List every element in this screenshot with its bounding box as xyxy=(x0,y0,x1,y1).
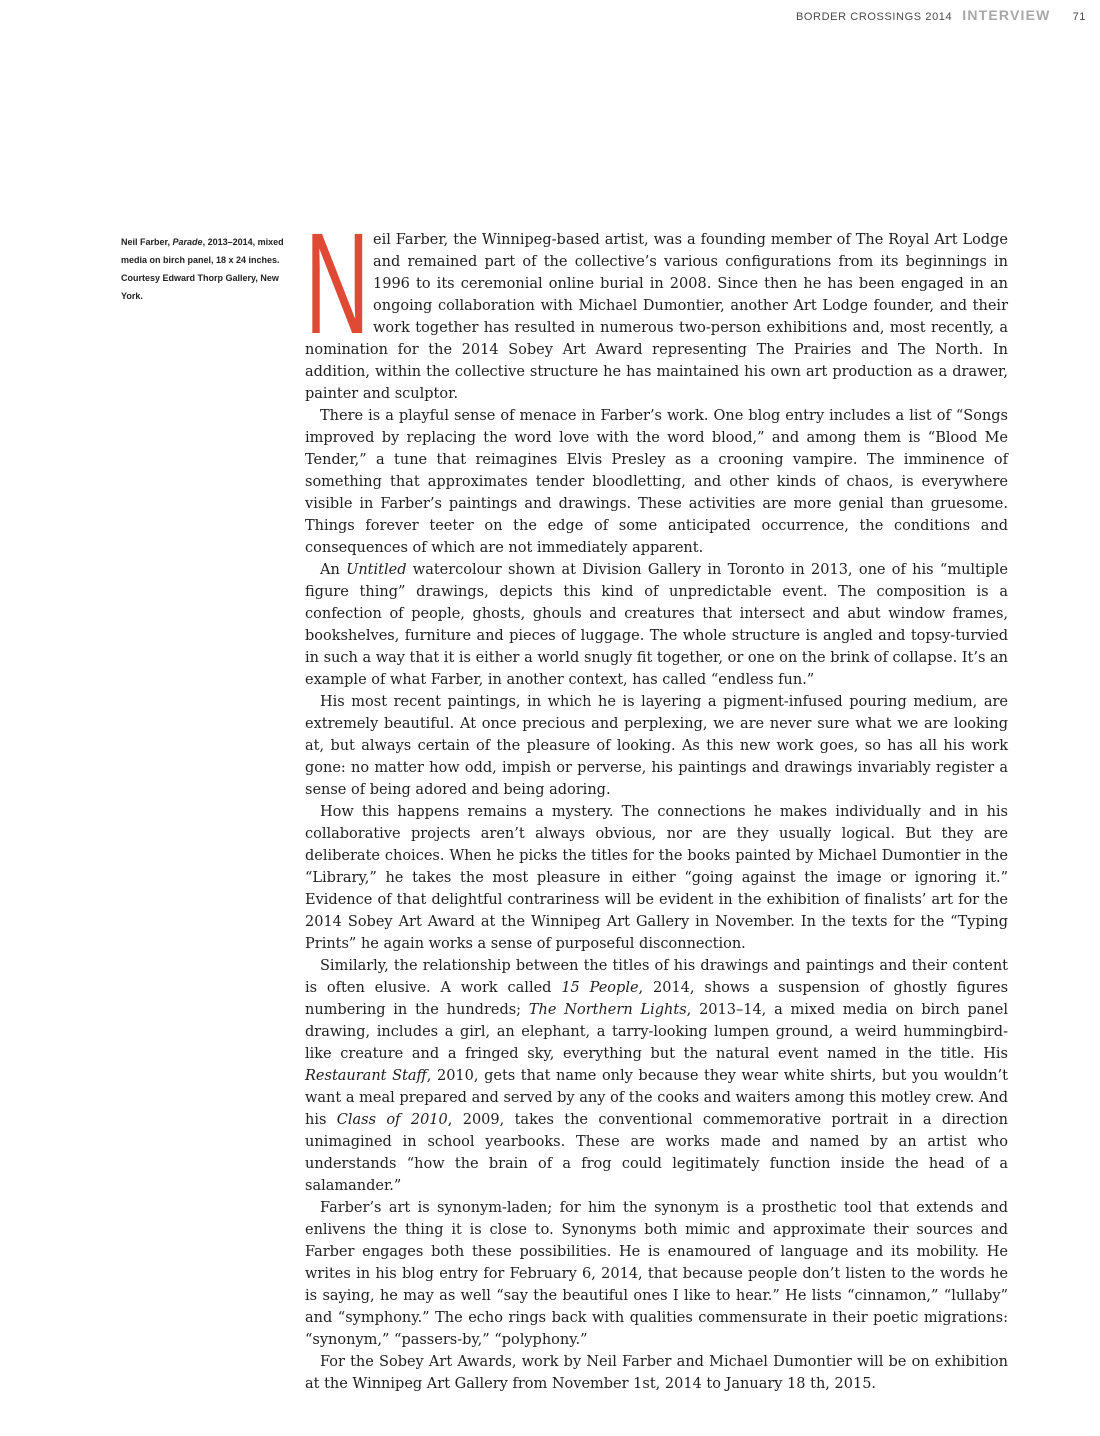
paragraph-4: His most recent paintings, in which he is layering a pigment-infused pouring medium, are extremely beautiful. At once precious and perplexing, we are never sure what we are looking at, but always certain of the pleasure of looking. As this new work goes, so has all his work gone: no matter how odd, impish or perverse, his paintings and drawings invariably register a sense of being adored and being adoring. xyxy=(305,694,1008,798)
drop-cap: N xyxy=(305,203,370,364)
paragraph-6-text-a: Similarly, the relationship between the titles of his drawings and paintings and their content is often elusive. A work called xyxy=(305,958,1008,996)
publication-name: BORDER CROSSINGS 2014 xyxy=(795,11,953,23)
paragraph-3-text-c: watercolour shown at Division Gallery in Toronto in 2013, one of his “multiple figure thing” drawings, depicts this kind of unpredictable event. The composition is a confection of people, ghosts, ghouls and creatures that intersect and abut window frames, bookshelves, furniture and pieces of luggage. The whole structure is angled and topsy-turvied in such a way that it is either a world snugly fit together, or one on the brink of collapse. It’s an example of what Farber, in another context, has called “endless fun.” xyxy=(305,562,1009,688)
paragraph-5: How this happens remains a mystery. The connections he makes individually and in his collaborative projects aren’t always obvious, nor are they usually logical. But they are deliberate choices. When he picks the titles for the books painted by Michael Dumontier in the “Library,” he takes the most pleasure in either “going against the image or ignoring it.” Evidence of that delightful contrariness will be evident in the exhibition of finalists’ art for the 2014 Sobey Art Award at the Winnipeg Art Gallery in November. In the texts for the “Typing Prints” he again works a sense of purposeful disconnection. xyxy=(305,804,1008,952)
paragraph-6-text-i: , 2009, takes the conventional commemorative portrait in a direction unimagined in school yearbooks. These are works made and named by an artist who understands “how the brain of a frog could legitimately function inside the head of a salamander.” xyxy=(305,1112,1008,1194)
paragraph-6-text-c: , 2014, shows a suspension of ghostly figures numbering in the hundreds; xyxy=(305,980,1009,1018)
work-title-class-of-2010: Class of 2010 xyxy=(336,1112,448,1128)
paragraph-1-text: eil Farber, the Winnipeg-based artist, was a founding member of The Royal Art Lodge and remained part of the collective’s various configurations from its beginnings in 1996 to its ceremonial online burial in 2008. Since then he has been engaged in an ongoing collaboration with Michael Dumontier, another Art Lodge founder, and their work together has resulted in numerous two-person exhibitions and, most recently, a nomination for the 2014 Sobey Art Award representing The Prairies and The North. In addition, within the collective structure he has maintained his own art production as a drawer, painter and sculptor. xyxy=(305,232,1008,402)
work-title-restaurant-staff: Restaurant Staff xyxy=(305,1068,427,1084)
paragraph-7: Farber’s art is synonym-laden; for him the synonym is a prosthetic tool that extends and enlivens the thing it is close to. Synonyms both mimic and approximate their sources and Farber engages both these possibilities. He is enamoured of language and its mobility. He writes in his blog entry for February 6, 2014, that because people don’t listen to the words he is saying, he may as well “say the beautiful ones I like to hear.” He lists “cinnamon,” “lullaby” and “symphony.” The echo rings back with qualities commensurate in their poetic migrations: “synonym,” “passers-by,” “polyphony.” xyxy=(305,1200,1008,1348)
work-title-untitled: Untitled xyxy=(346,562,407,578)
running-head xyxy=(796,7,1086,23)
image-caption xyxy=(121,233,289,305)
page-number: 71 xyxy=(1072,11,1086,23)
caption-artist: Neil Farber, xyxy=(121,237,173,247)
paragraph-2: There is a playful sense of menace in Farber’s work. One blog entry includes a list of “Songs improved by replacing the word love with the word blood,” and among them is “Blood Me Tender,” a tune that reimagines Elvis Presley as a crooning vampire. The imminence of something that approximates tender bloodletting, and other kinds of chaos, is everywhere visible in Farber’s paintings and drawings. These activities are more genial than gruesome. Things forever teeter on the edge of some anticipated occurrence, the conditions and consequences of which are not immediately apparent. xyxy=(305,408,1008,556)
section-name: INTERVIEW xyxy=(962,7,1051,23)
paragraph-3-text-a: An xyxy=(320,562,347,578)
paragraph-3 xyxy=(305,559,1008,691)
paragraph-6-text-g: , 2010, gets that name only because they wear white shirts, but you wouldn’t want a meal prepared and served by any of the cooks and waiters among this motley crew. And his xyxy=(305,1068,1008,1128)
caption-title: Parade xyxy=(172,237,203,247)
paragraph-1 xyxy=(305,203,1008,405)
work-title-northern-lights: The Northern Lights xyxy=(528,1002,687,1018)
paragraph-6 xyxy=(305,955,1008,1197)
work-title-15-people: 15 People xyxy=(561,980,639,996)
article-body xyxy=(305,203,1009,1395)
paragraph-6-text-e: , 2013–14, a mixed media on birch panel drawing, includes a girl, an elephant, a tarry-looking lumpen ground, a weird hummingbird-like creature and a fringed sky, everything but the natural event named in the title. His xyxy=(305,1002,1008,1062)
paragraph-8: For the Sobey Art Awards, work by Neil Farber and Michael Dumontier will be on exhibition at the Winnipeg Art Gallery from November 1st, 2014 to January 18 th, 2015. xyxy=(305,1354,1008,1392)
caption-details: , 2013–2014, mixed media on birch panel, 18 x 24 inches. Courtesy Edward Thorp Gallery, New York. xyxy=(121,237,284,301)
